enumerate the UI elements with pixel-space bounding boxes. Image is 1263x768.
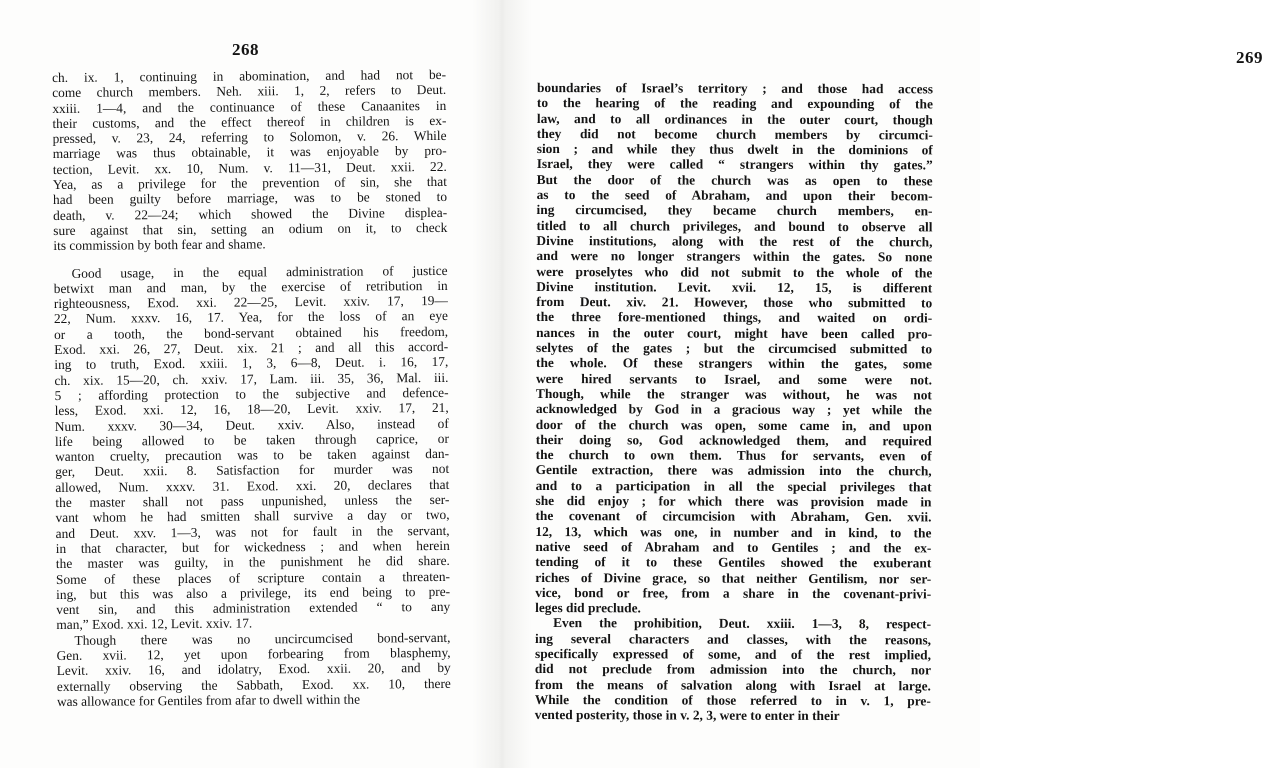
- text-line: ch. xix. 15—20, ch. xxiv. 17, Lam. iii. 35, 36, Mal. iii.: [54, 369, 449, 388]
- paragraph: [54, 262, 451, 632]
- text-line: 12, 13, which was one, in number and in kind, to the: [535, 523, 932, 540]
- text-line: 22, Num. xxxv. 16, 17. Yea, for the loss of an eye: [53, 308, 449, 327]
- text-line: ger, Deut. xxii. 8. Satisfaction for murder was not: [55, 461, 450, 480]
- text-line: or a tooth, the bond-servant obtained his freedom,: [54, 323, 449, 342]
- text-line: Some of these places of scripture contain a threaten-: [55, 568, 451, 587]
- text-line: tection, Levit. xx. 10, Num. v. 11—31, Deut. xxii. 22.: [52, 158, 447, 177]
- text-line: wanton cruelty, precaution was to be taken against dan-: [54, 446, 450, 465]
- text-line: sure against that sin, setting an odium on it, to check: [53, 219, 448, 238]
- page-text: [52, 67, 451, 709]
- paragraph: [52, 67, 447, 254]
- text-line: the three fore-mentioned things, and waited on ordi-: [536, 309, 933, 326]
- text-line: marriage was thus obtainable, it was enjoyable by pro-: [52, 143, 447, 162]
- text-line: Good usage, in the equal administration of justice: [71, 262, 448, 281]
- text-line: come church members. Neh. xiii. 1, 2, refers to Deut.: [52, 82, 447, 101]
- text-line: righteousness, Exod. xxi. 22—25, Levit. xxiv. 17, 19—: [53, 293, 448, 312]
- text-line: they did not become church members by circumci-: [536, 125, 933, 143]
- text-line: Divine institution. Levit. xvii. 12, 15, is different: [536, 278, 933, 296]
- text-line: titled to all church privileges, and bound to observe all: [536, 217, 933, 235]
- text-line: she did enjoy ; for which there was provision made in: [535, 493, 932, 510]
- text-line: But the door of the church was as open to these: [536, 171, 933, 189]
- text-line: betwixt man and man, by the exercise of retribution in: [53, 277, 448, 296]
- text-line: and were no longer strangers within the gates. So none: [536, 248, 933, 265]
- text-line: less, Exod. xxi. 12, 16, 18—20, Levit. xxiv. 17, 21,: [54, 400, 449, 419]
- text-line: life being allowed to be taken through caprice, or: [54, 430, 449, 449]
- text-line: had been guilty before marriage, was to be stoned to: [52, 189, 448, 208]
- text-line: their doing so, God acknowledged them, and required: [535, 431, 932, 449]
- text-line: xxiii. 1—4, and the continuance of these Canaanites in: [52, 97, 447, 116]
- text-line: boundaries of Israel’s territory ; and those had access: [536, 80, 933, 97]
- text-line: riches of Divine grace, so that neither Gentilism, nor ser-: [535, 569, 932, 586]
- text-line: man,” Exod. xxi. 12, Levit. xxiv. 17.: [56, 615, 253, 633]
- text-line: its commission by both fear and shame.: [53, 236, 266, 254]
- text-line: Exod. xxi. 26, 27, Deut. xix. 21 ; and all this accord-: [54, 338, 449, 358]
- text-line: Even the prohibition, Deut. xxiii. 1—3, 8, respect-: [553, 615, 932, 632]
- text-line: and Deut. xxv. 1—3, was not for fault in the servant,: [55, 522, 450, 541]
- page-number: 268: [232, 40, 259, 59]
- text-line: ing, but this was also a privilege, its end being to pre-: [56, 583, 451, 602]
- text-line: the covenant of circumcision with Abraham, Gen. xvii.: [535, 508, 932, 525]
- paragraph: [535, 615, 931, 723]
- text-line: vented posterity, those in v. 2, 3, were to enter in their: [534, 707, 840, 724]
- text-line: leges did preclude.: [535, 600, 641, 616]
- text-line: in that character, but for wickedness ; and when herein: [55, 537, 450, 556]
- text-line: nances in the outer court, might have been called pro-: [536, 324, 933, 342]
- text-line: the church to own them. Thus for servants, even of: [535, 447, 932, 464]
- text-line: allowed, Num. xxxv. 31. Exod. xxi. 20, declares that: [55, 476, 450, 495]
- text-line: to the hearing of the reading and expounding of the: [536, 95, 933, 112]
- text-line: Gentile extraction, there was admission into the church,: [535, 462, 932, 479]
- text-line: native seed of Abraham and to Gentiles ; and the ex-: [535, 538, 932, 556]
- text-line: were proselytes who did not submit to the whole of the: [536, 263, 933, 280]
- text-line: Num. xxxv. 30—34, Deut. xxiv. Also, instead of: [54, 415, 449, 434]
- text-line: from Deut. xiv. 21. However, those who submitted to: [536, 294, 933, 311]
- text-line: Though there was no uncircumcised bond-servant,: [74, 629, 451, 648]
- page-text: [535, 80, 933, 724]
- text-line: did not preclude from admission into the church, nor: [534, 661, 931, 678]
- text-line: door of the church was open, some came in, and upon: [535, 416, 932, 433]
- text-line: sion ; and while they thus dwelt in the dominions of: [536, 141, 933, 158]
- text-line: selytes of the gates ; but the circumcised submitted to: [536, 340, 933, 357]
- text-line: Levit. xxiv. 16, and idolatry, Exod. xxii. 20, and by: [56, 660, 451, 679]
- left-page: [0, 0, 480, 768]
- text-line: vant whom he had smitten shall survive a day or two,: [55, 507, 450, 526]
- text-line: Though, while the stranger was without, he was not: [535, 385, 932, 403]
- text-line: vice, bond or free, from a share in the covenant-privi-: [535, 584, 932, 602]
- text-line: the whole. Of these strangers within the gates, some: [535, 355, 933, 372]
- paragraph: [535, 80, 933, 617]
- text-line: the master shall not pass unpunished, unless the ser-: [55, 491, 450, 511]
- text-line: Israel, they were called “ strangers within thy gates.”: [536, 156, 933, 173]
- text-line: the master was guilty, in the punishment he did share.: [55, 553, 450, 572]
- text-line: tending of it to these Gentiles showed the exuberant: [535, 554, 932, 571]
- text-line: ch. ix. 1, continuing in abomination, and had not be-: [52, 66, 447, 85]
- text-line: pressed, v. 23, 24, referring to Solomon, v. 26. While: [52, 128, 447, 147]
- text-line: Yea, as a privilege for the prevention of sin, she that: [52, 173, 447, 193]
- paragraph: [56, 630, 451, 710]
- text-line: Gen. xvii. 12, yet upon forbearing from blasphemy,: [56, 644, 451, 663]
- text-line: externally observing the Sabbath, Exod. xx. 10, there: [56, 675, 451, 694]
- text-line: ing several characters and classes, with the reasons,: [535, 630, 932, 648]
- text-line: law, and to all ordinances in the outer court, though: [536, 110, 933, 127]
- text-line: Divine institutions, along with the rest of the church,: [536, 232, 933, 250]
- text-line: was allowance for Gentiles from afar to dwell within the: [56, 691, 361, 709]
- text-line: death, v. 22—24; which showed the Divine displea-: [53, 204, 448, 223]
- text-line: acknowledged by God in a gracious way ; yet while the: [535, 401, 932, 418]
- text-line: from the means of salvation along with Israel at large.: [534, 676, 931, 693]
- text-line: and to a participation in all the special privileges that: [535, 477, 932, 495]
- text-line: ing circumcised, they became church members, en-: [536, 202, 933, 219]
- text-line: ing to truth, Exod. xxiii. 1, 3, 6—8, Deut. i. 16, 17,: [54, 354, 449, 373]
- page-number: 269: [1236, 48, 1263, 67]
- text-line: as to the seed of Abraham, and upon their becom-: [536, 187, 933, 204]
- text-line: were hired servants to Israel, and some were not.: [535, 370, 932, 388]
- text-line: their customs, and the effect thereof in children is ex-: [52, 112, 447, 131]
- text-line: 5 ; affording protection to the subjective and defence-: [54, 384, 449, 403]
- text-line: specifically expressed of some, and of the rest implied,: [534, 645, 932, 663]
- text-line: vent sin, and this administration extended “ to any: [56, 598, 451, 618]
- text-line: While the condition of those referred to in v. 1, pre-: [534, 691, 931, 709]
